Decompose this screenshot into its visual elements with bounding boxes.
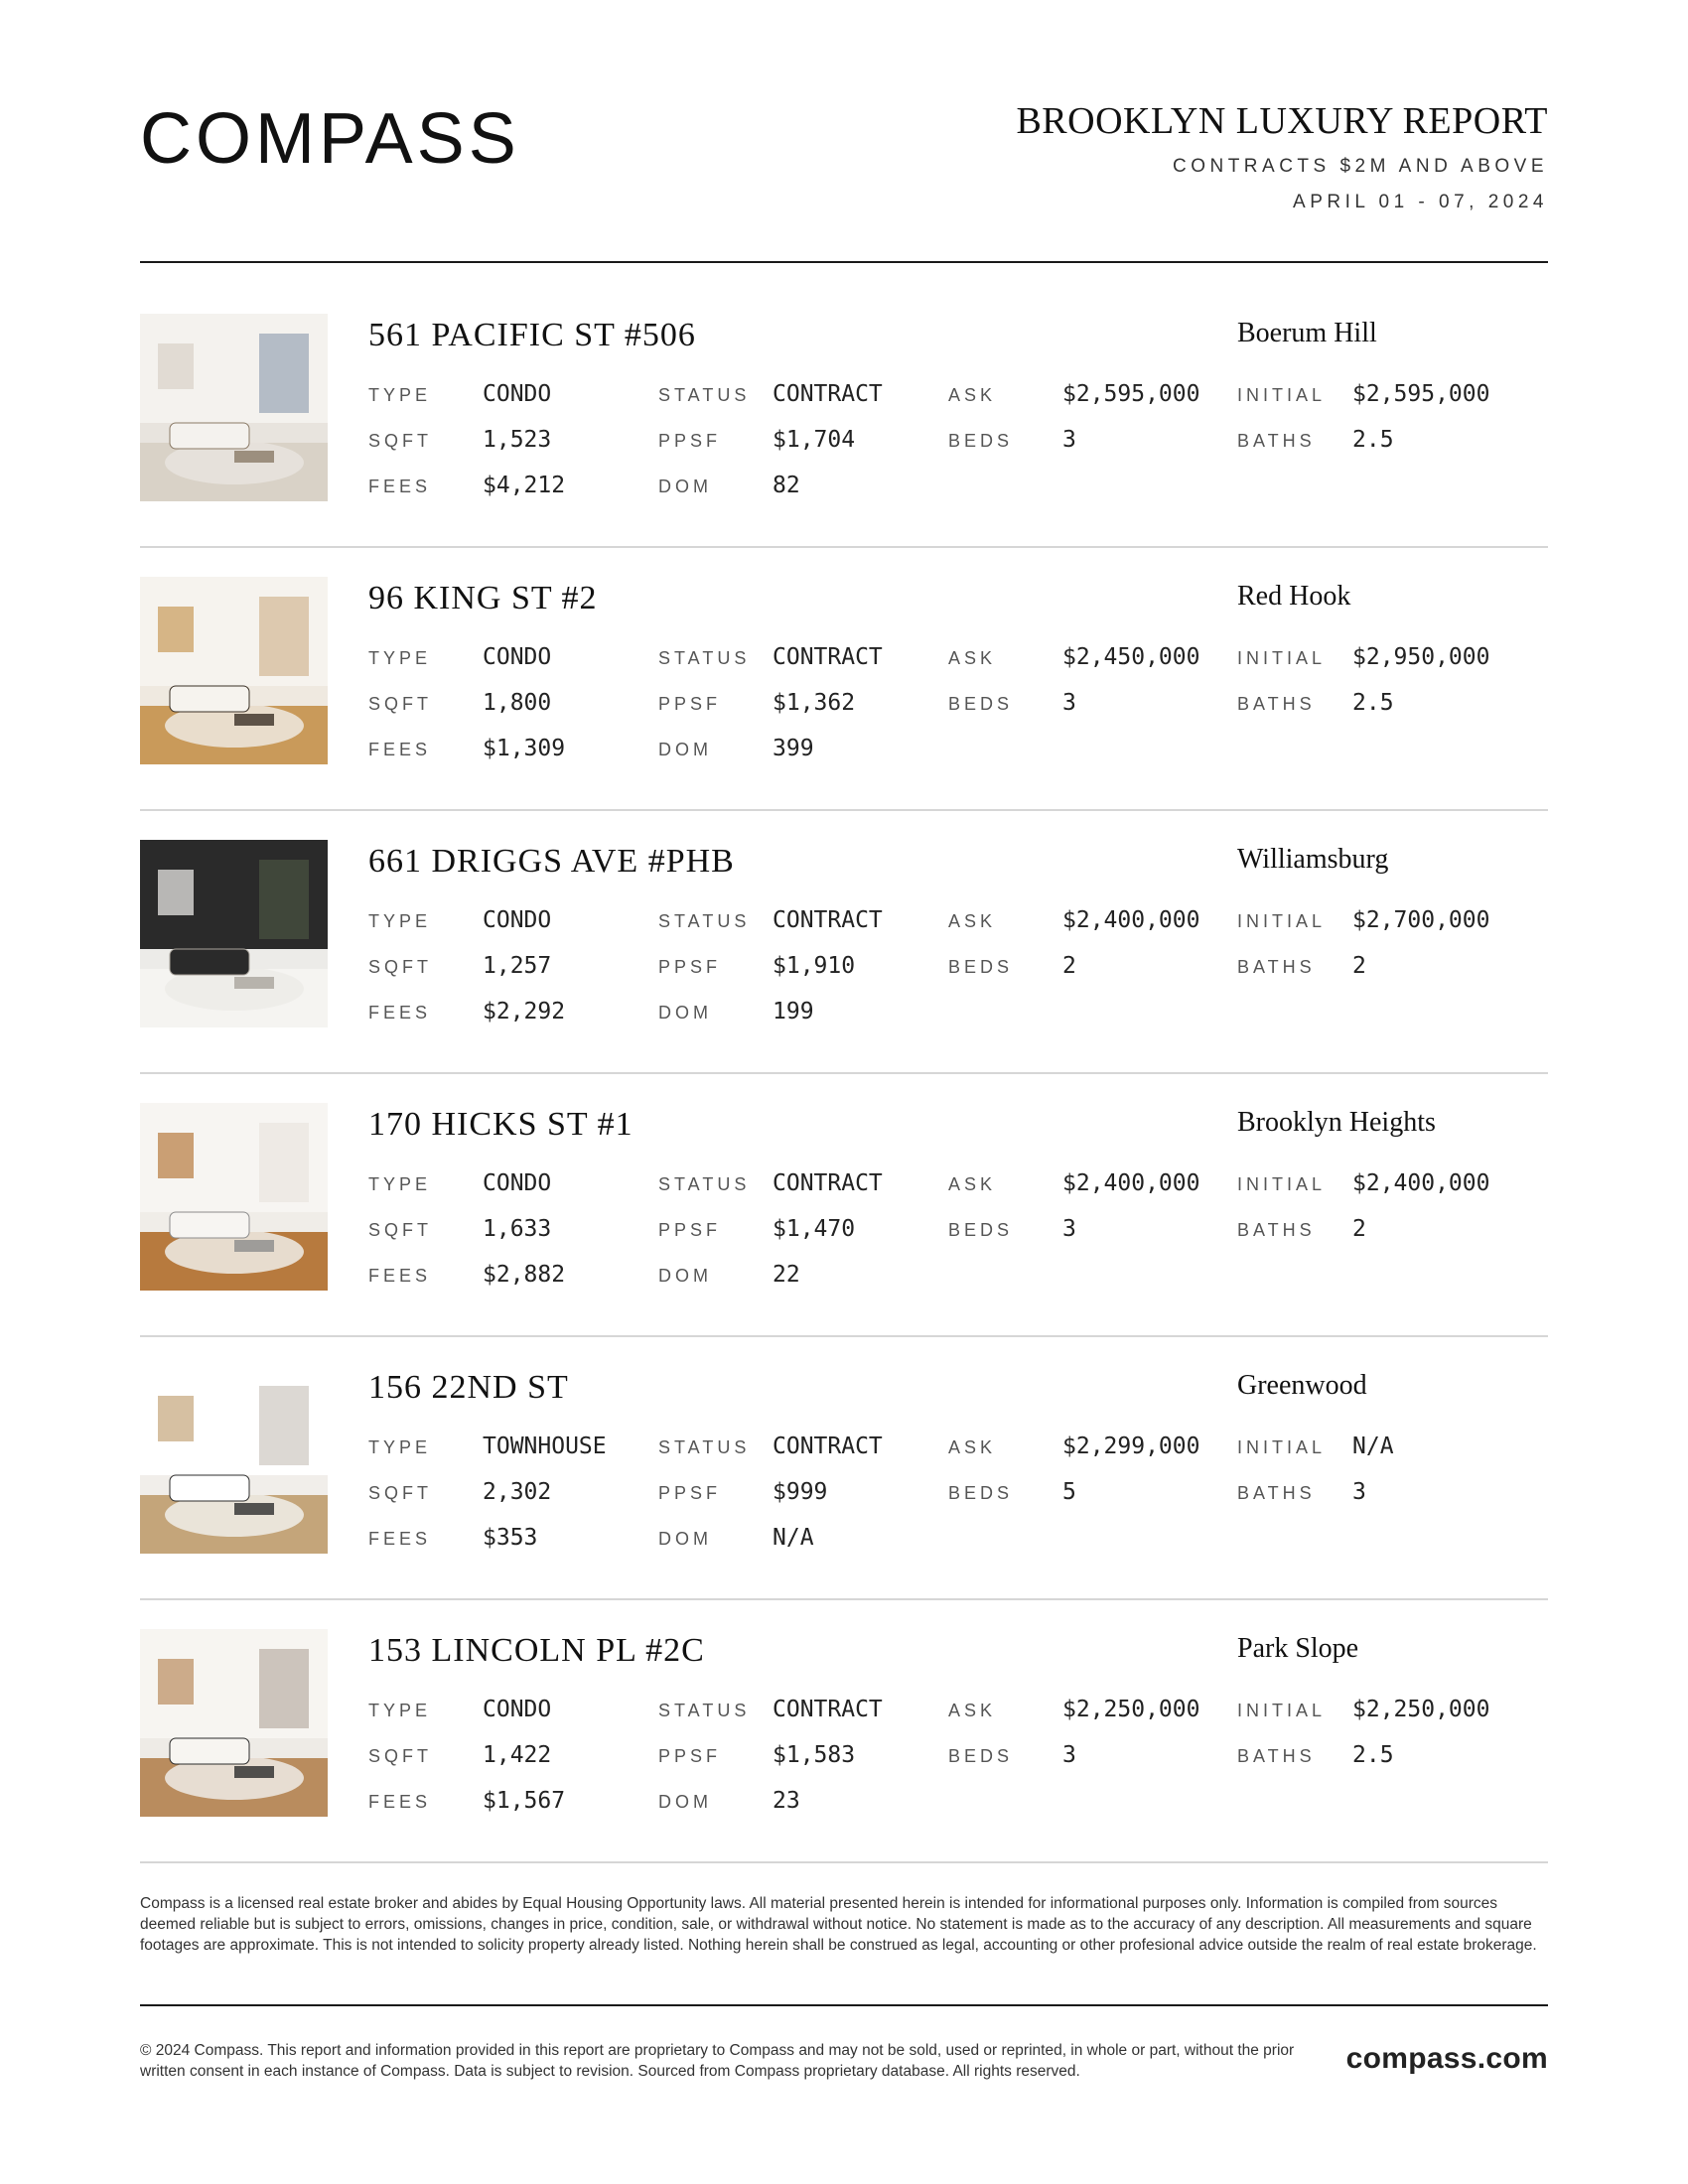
beds-label: BEDS	[948, 957, 1014, 977]
listing-address[interactable]: 156 22ND ST	[368, 1369, 569, 1406]
beds-label: BEDS	[948, 1483, 1014, 1503]
report-date-range: APRIL 01 - 07, 2024	[1293, 192, 1548, 212]
status-value: CONTRACT	[773, 644, 883, 670]
beds-value: 5	[1062, 1479, 1076, 1505]
sqft-label: SQFT	[368, 957, 432, 977]
ppsf-label: PPSF	[658, 1220, 722, 1240]
type-label: TYPE	[368, 1437, 432, 1457]
fees-label: FEES	[368, 1003, 432, 1023]
initial-label: INITIAL	[1237, 1701, 1327, 1720]
listing-neighborhood: Williamsburg	[1237, 844, 1389, 875]
compass-logo	[140, 103, 567, 183]
ask-label: ASK	[948, 385, 997, 405]
listing-row	[140, 1103, 1548, 1366]
report-subtitle: CONTRACTS $2M AND ABOVE	[1172, 156, 1548, 177]
dom-label: DOM	[658, 1792, 712, 1812]
baths-value: 2.5	[1352, 1742, 1394, 1768]
sqft-value: 1,800	[483, 690, 552, 716]
fees-value: $353	[483, 1525, 538, 1551]
listing-divider	[140, 809, 1548, 811]
fees-value: $1,567	[483, 1788, 566, 1814]
photo-art	[140, 1366, 328, 1554]
beds-value: 2	[1062, 953, 1076, 979]
beds-label: BEDS	[948, 431, 1014, 451]
beds-value: 3	[1062, 427, 1076, 453]
sqft-value: 1,257	[483, 953, 552, 979]
beds-value: 3	[1062, 690, 1076, 716]
initial-label: INITIAL	[1237, 911, 1327, 931]
baths-label: BATHS	[1237, 1746, 1316, 1766]
listing-photo[interactable]	[140, 314, 328, 501]
listing-neighborhood: Brooklyn Heights	[1237, 1107, 1436, 1138]
type-label: TYPE	[368, 648, 432, 668]
type-value: CONDO	[483, 907, 552, 933]
initial-value: $2,700,000	[1352, 907, 1490, 933]
baths-label: BATHS	[1237, 431, 1316, 451]
listing-row	[140, 1366, 1548, 1629]
sqft-label: SQFT	[368, 431, 432, 451]
listing-photo[interactable]	[140, 840, 328, 1027]
ask-value: $2,250,000	[1062, 1697, 1200, 1722]
fees-value: $2,292	[483, 999, 566, 1024]
sqft-label: SQFT	[368, 1483, 432, 1503]
ask-label: ASK	[948, 911, 997, 931]
ask-label: ASK	[948, 1701, 997, 1720]
listing-row	[140, 577, 1548, 840]
photo-art	[140, 1103, 328, 1291]
status-value: CONTRACT	[773, 1697, 883, 1722]
baths-value: 2.5	[1352, 690, 1394, 716]
ppsf-label: PPSF	[658, 431, 722, 451]
status-value: CONTRACT	[773, 381, 883, 407]
fees-value: $4,212	[483, 473, 566, 498]
photo-art	[140, 1629, 328, 1817]
status-label: STATUS	[658, 648, 751, 668]
fees-value: $2,882	[483, 1262, 566, 1288]
status-label: STATUS	[658, 1701, 751, 1720]
footer-site-link[interactable]: compass.com	[1345, 2042, 1548, 2075]
ask-label: ASK	[948, 648, 997, 668]
type-value: CONDO	[483, 381, 552, 407]
dom-value: 399	[773, 736, 814, 761]
footer-copyright: © 2024 Compass. This report and information provided in this report are proprietary to Compass and may not be sold, used or reprinted, in whole or part, without the prior written consent in each instance of Compass. Data is subject to revision. Sourced from Compass proprietary database. All rights reserved.	[140, 2042, 1295, 2080]
sqft-label: SQFT	[368, 1220, 432, 1240]
type-label: TYPE	[368, 1701, 432, 1720]
baths-value: 2	[1352, 953, 1366, 979]
listing-neighborhood: Greenwood	[1237, 1370, 1367, 1401]
baths-label: BATHS	[1237, 1220, 1316, 1240]
footer-divider	[140, 2004, 1548, 2006]
listing-divider	[140, 1072, 1548, 1074]
fees-label: FEES	[368, 477, 432, 496]
ask-value: $2,400,000	[1062, 1170, 1200, 1196]
type-label: TYPE	[368, 1174, 432, 1194]
listing-neighborhood: Red Hook	[1237, 581, 1351, 612]
status-label: STATUS	[658, 385, 751, 405]
type-value: TOWNHOUSE	[483, 1433, 607, 1459]
initial-label: INITIAL	[1237, 648, 1327, 668]
initial-value: $2,250,000	[1352, 1697, 1490, 1722]
photo-art	[140, 577, 328, 764]
listing-neighborhood: Park Slope	[1237, 1633, 1359, 1664]
photo-art	[140, 314, 328, 501]
fees-label: FEES	[368, 1266, 432, 1286]
dom-label: DOM	[658, 1529, 712, 1549]
dom-value: 23	[773, 1788, 800, 1814]
status-value: CONTRACT	[773, 1433, 883, 1459]
ask-value: $2,299,000	[1062, 1433, 1200, 1459]
beds-label: BEDS	[948, 694, 1014, 714]
fees-label: FEES	[368, 1529, 432, 1549]
baths-label: BATHS	[1237, 694, 1316, 714]
initial-value: $2,950,000	[1352, 644, 1490, 670]
baths-label: BATHS	[1237, 1483, 1316, 1503]
beds-label: BEDS	[948, 1746, 1014, 1766]
initial-label: INITIAL	[1237, 385, 1327, 405]
type-label: TYPE	[368, 911, 432, 931]
dom-label: DOM	[658, 740, 712, 759]
initial-value: $2,400,000	[1352, 1170, 1490, 1196]
baths-value: 2	[1352, 1216, 1366, 1242]
listing-photo[interactable]	[140, 1366, 328, 1554]
ppsf-value: $999	[773, 1479, 828, 1505]
ppsf-value: $1,910	[773, 953, 856, 979]
photo-art	[140, 840, 328, 1027]
listing-photo[interactable]	[140, 577, 328, 764]
listing-divider	[140, 546, 1548, 548]
listing-photo[interactable]	[140, 1629, 328, 1817]
listing-divider	[140, 1335, 1548, 1337]
dom-label: DOM	[658, 477, 712, 496]
ask-value: $2,450,000	[1062, 644, 1200, 670]
disclaimer-text: Compass is a licensed real estate broker and abides by Equal Housing Opportunity laws. All material presented herein is intended for informational purposes only. Information is compiled from sources deemed reliable but is subject to errors, omissions, changes in price, condition, sale, or withdrawal without notice. No statement is made as to the accuracy of any description. All measurements and square footages are approximate. This is not intended to solicity property already listed. Nothing herein shall be construed as legal, accounting or other profesional advice outside the realm of real estate brokerage.	[140, 1895, 1537, 1954]
ppsf-label: PPSF	[658, 957, 722, 977]
baths-value: 2.5	[1352, 427, 1394, 453]
dom-label: DOM	[658, 1266, 712, 1286]
status-value: CONTRACT	[773, 1170, 883, 1196]
dom-value: 199	[773, 999, 814, 1024]
initial-label: INITIAL	[1237, 1174, 1327, 1194]
sqft-label: SQFT	[368, 694, 432, 714]
initial-value: N/A	[1352, 1433, 1394, 1459]
dom-label: DOM	[658, 1003, 712, 1023]
dom-value: 22	[773, 1262, 800, 1288]
ppsf-label: PPSF	[658, 1746, 722, 1766]
status-label: STATUS	[658, 1174, 751, 1194]
ppsf-value: $1,583	[773, 1742, 856, 1768]
ppsf-label: PPSF	[658, 1483, 722, 1503]
status-value: CONTRACT	[773, 907, 883, 933]
type-label: TYPE	[368, 385, 432, 405]
fees-label: FEES	[368, 1792, 432, 1812]
type-value: CONDO	[483, 1697, 552, 1722]
sqft-value: 1,523	[483, 427, 552, 453]
dom-value: 82	[773, 473, 800, 498]
type-value: CONDO	[483, 1170, 552, 1196]
ppsf-label: PPSF	[658, 694, 722, 714]
dom-value: N/A	[773, 1525, 814, 1551]
type-value: CONDO	[483, 644, 552, 670]
sqft-value: 1,422	[483, 1742, 552, 1768]
sqft-value: 1,633	[483, 1216, 552, 1242]
ask-label: ASK	[948, 1437, 997, 1457]
header-divider	[140, 261, 1548, 263]
listing-neighborhood: Boerum Hill	[1237, 318, 1377, 348]
report-header	[140, 89, 1548, 263]
listing-photo[interactable]	[140, 1103, 328, 1291]
beds-value: 3	[1062, 1742, 1076, 1768]
ask-value: $2,595,000	[1062, 381, 1200, 407]
listing-divider	[140, 1598, 1548, 1600]
beds-value: 3	[1062, 1216, 1076, 1242]
sqft-value: 2,302	[483, 1479, 552, 1505]
baths-label: BATHS	[1237, 957, 1316, 977]
sqft-label: SQFT	[368, 1746, 432, 1766]
listing-address[interactable]: 561 PACIFIC ST #506	[368, 317, 696, 353]
report-title-block	[1016, 99, 1548, 214]
compass-logo-icon	[140, 103, 567, 173]
initial-value: $2,595,000	[1352, 381, 1490, 407]
status-label: STATUS	[658, 1437, 751, 1457]
fees-label: FEES	[368, 740, 432, 759]
listing-address[interactable]: 661 DRIGGS AVE #PHB	[368, 843, 735, 880]
listing-address[interactable]: 96 KING ST #2	[368, 580, 598, 616]
listing-divider	[140, 1861, 1548, 1863]
listing-address[interactable]: 153 LINCOLN PL #2C	[368, 1632, 705, 1669]
listing-row	[140, 1629, 1548, 1892]
fees-value: $1,309	[483, 736, 566, 761]
ask-label: ASK	[948, 1174, 997, 1194]
listing-row	[140, 314, 1548, 577]
report-title: BROOKLYN LUXURY REPORT	[1016, 100, 1548, 142]
status-label: STATUS	[658, 911, 751, 931]
baths-value: 3	[1352, 1479, 1366, 1505]
listing-address[interactable]: 170 HICKS ST #1	[368, 1106, 633, 1143]
logo-text: COMPASS	[140, 103, 520, 173]
beds-label: BEDS	[948, 1220, 1014, 1240]
listing-row	[140, 840, 1548, 1103]
ppsf-value: $1,470	[773, 1216, 856, 1242]
ppsf-value: $1,704	[773, 427, 856, 453]
ask-value: $2,400,000	[1062, 907, 1200, 933]
ppsf-value: $1,362	[773, 690, 856, 716]
initial-label: INITIAL	[1237, 1437, 1327, 1457]
